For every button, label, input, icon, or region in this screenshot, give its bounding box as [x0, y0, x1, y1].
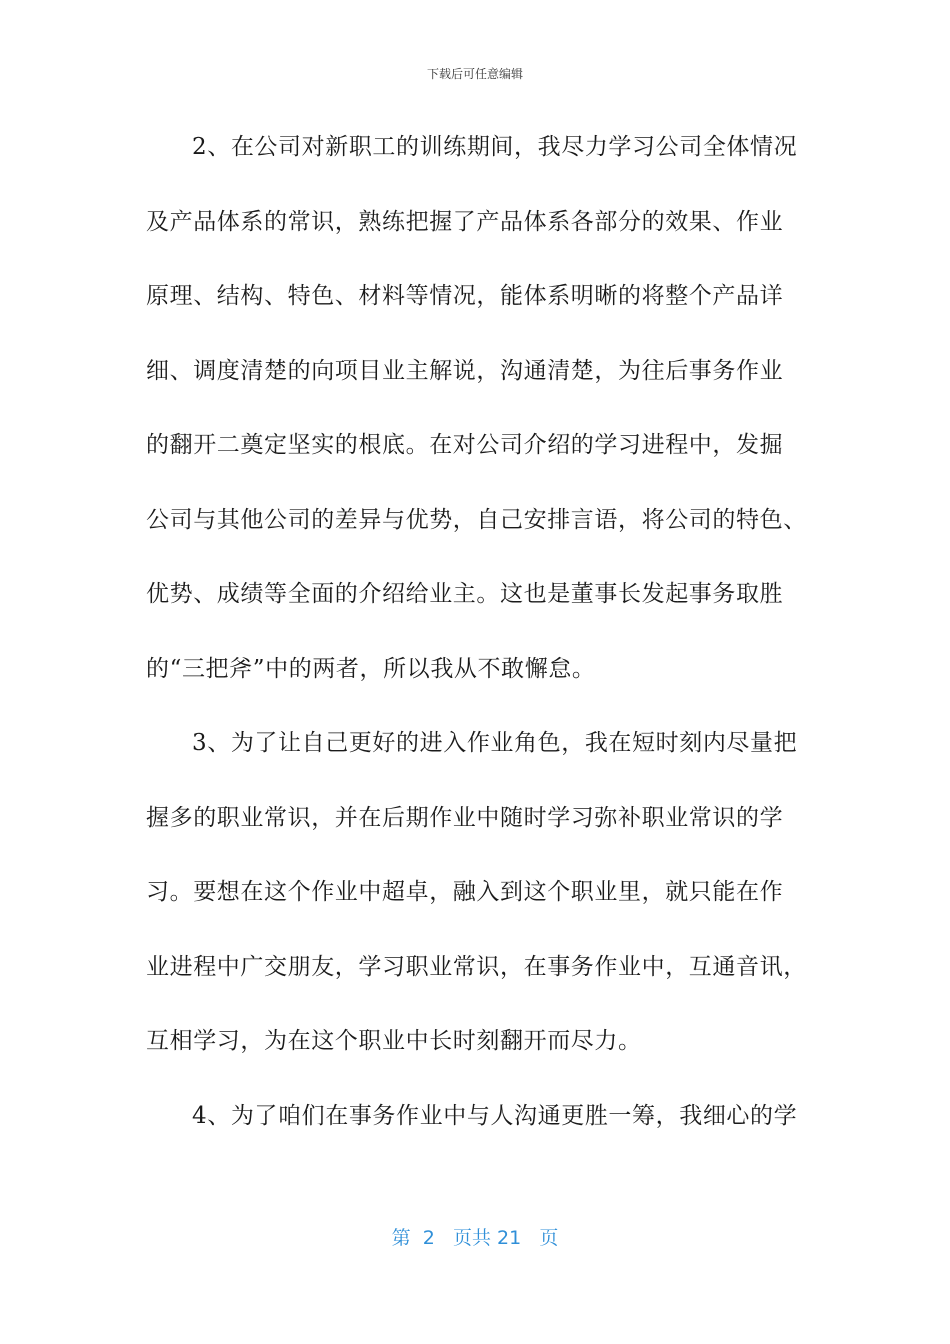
page-header-note: 下载后可任意编辑 — [426, 67, 523, 81]
footer-total-pages: 21 — [497, 1227, 522, 1249]
paragraph-3-line-4: 业进程中广交朋友，学习职业常识，在事务作业中，互通音讯， — [146, 953, 807, 980]
footer-current-page: 2 — [422, 1227, 435, 1249]
paragraph-2-line-5: 的翻开二奠定坚实的根底。在对公司介绍的学习进程中，发掘 — [146, 432, 784, 458]
paragraph-3-line-1: 3、为了让自己更好的进入作业角色，我在短时刻内尽量把 — [192, 730, 798, 756]
paragraph-3-line-2: 握多的职业常识，并在后期作业中随时学习弥补职业常识的学 — [146, 804, 784, 831]
paragraph-2-line-3: 原理、结构、特色、材料等情况，能体系明晰的将整个产品详 — [146, 283, 784, 309]
paragraph-2-line-7: 优势、成绩等全面的介绍给业主。这也是董事长发起事务取胜 — [146, 581, 784, 607]
footer-of-total-label: 页共 — [452, 1227, 491, 1249]
page-footer — [0, 1225, 950, 1251]
paragraph-3-line-3: 习。要想在这个作业中超卓，融入到这个职业里，就只能在作 — [146, 879, 784, 905]
paragraph-4-line-1: 4、为了咱们在事务作业中与人沟通更胜一筹，我细心的学 — [192, 1102, 798, 1129]
paragraph-2-line-4: 细、调度清楚的向项目业主解说，沟通清楚，为往后事务作业 — [146, 357, 784, 384]
paragraph-3-line-5: 互相学习，为在这个职业中长时刻翻开而尽力。 — [146, 1028, 642, 1054]
paragraph-2-line-2: 及产品体系的常识，熟练把握了产品体系各部分的效果、作业 — [146, 208, 784, 235]
footer-page-end-label: 页 — [539, 1227, 559, 1249]
paragraph-2-line-1: 2、在公司对新职工的训练期间，我尽力学习公司全体情况 — [192, 134, 798, 160]
document-body — [146, 124, 806, 1167]
footer-page-label: 第 — [391, 1227, 411, 1249]
paragraph-2-line-6: 公司与其他公司的差异与优势，自己安排言语，将公司的特色、 — [146, 506, 807, 533]
paragraph-2-line-8: 的“三把斧”中的两者，所以我从不敢懈怠。 — [146, 655, 596, 682]
